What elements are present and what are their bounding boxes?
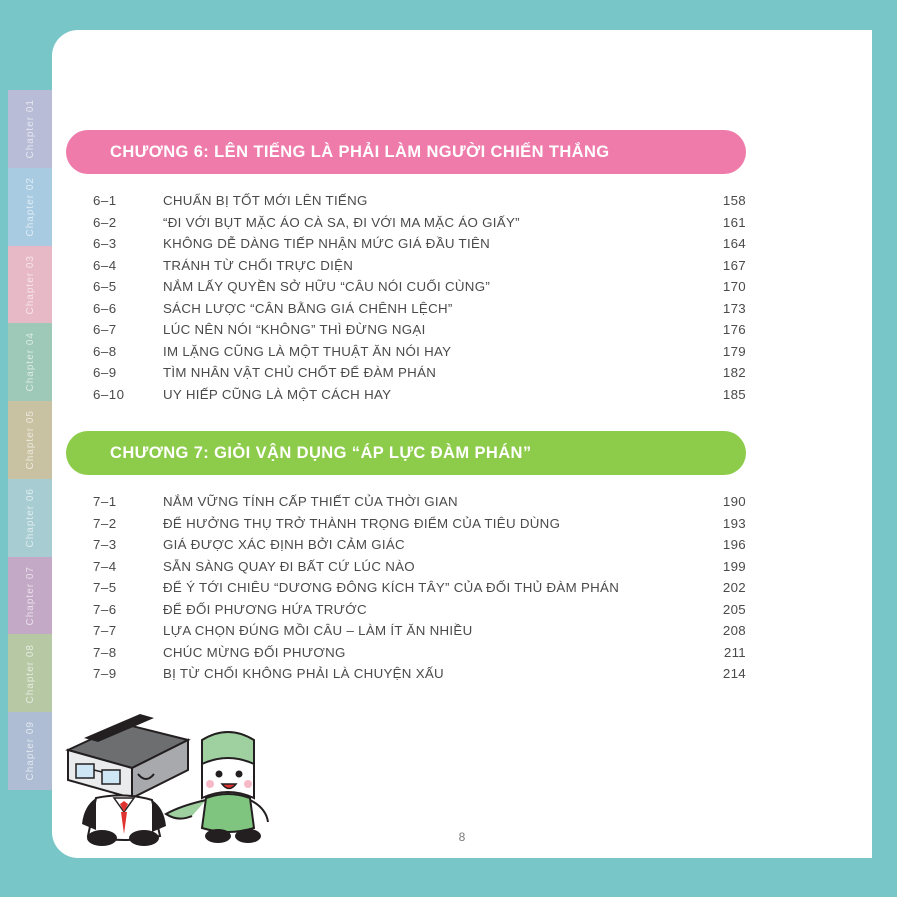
entry-title: KHÔNG DỄ DÀNG TIẾP NHẬN MỨC GIÁ ĐẦU TIÊN — [163, 236, 491, 251]
list-item[interactable] — [93, 276, 746, 298]
list-item[interactable] — [93, 233, 746, 255]
entry-title: NẮM LẤY QUYỀN SỞ HỮU “CÂU NÓI CUỐI CÙNG” — [163, 279, 491, 294]
list-item[interactable] — [93, 642, 746, 664]
entry-title: “ĐI VỚI BỤT MẶC ÁO CÀ SA, ĐI VỚI MA MẶC ÁO GIẤY” — [163, 214, 520, 230]
list-item[interactable] — [93, 513, 746, 535]
sidebar-item-chapter-06[interactable] — [8, 479, 52, 557]
chapter-7-entries — [66, 491, 746, 685]
entry-title: ĐỂ Ý TỚI CHIÊU “DƯƠNG ĐÔNG KÍCH TÂY” CỦA ĐỐI THỦ ĐÀM PHÁN — [163, 580, 620, 595]
sidebar-item-chapter-02[interactable] — [8, 168, 52, 246]
entry-page: 193 — [722, 515, 746, 531]
entry-number: 7–3 — [93, 537, 117, 552]
sidebar-item-chapter-05[interactable] — [8, 401, 52, 479]
chapter-6-title: CHƯƠNG 6: LÊN TIẾNG LÀ PHẢI LÀM NGƯỜI CHIẾN THẮNG — [110, 142, 610, 161]
entry-number: 7–8 — [93, 644, 117, 660]
chapter-tab-label: Chapter 05 — [24, 410, 36, 470]
section-divider — [66, 405, 746, 431]
entry-number: 7–6 — [93, 601, 117, 617]
chapter-tab-label: Chapter 09 — [24, 721, 36, 781]
chapter-tab-label: Chapter 02 — [24, 176, 36, 237]
entry-number: 6–5 — [93, 279, 117, 294]
sidebar-item-chapter-01[interactable] — [8, 90, 52, 168]
page-number: 8 — [458, 830, 466, 844]
chapter-tab-label: Chapter 03 — [24, 254, 36, 315]
entry-title: NẮM VỮNG TÍNH CẤP THIẾT CỦA THỜI GIAN — [163, 494, 458, 509]
entry-number: 7–1 — [93, 494, 117, 509]
list-item[interactable] — [93, 212, 746, 234]
list-item[interactable] — [93, 599, 746, 621]
entry-title: TÌM NHÂN VẬT CHỦ CHỐT ĐỂ ĐÀM PHÁN — [163, 365, 437, 380]
entry-number: 7–5 — [93, 580, 117, 595]
entry-page: 205 — [722, 601, 746, 617]
entry-title: GIÁ ĐƯỢC XÁC ĐỊNH BỞI CẢM GIÁC — [163, 537, 405, 552]
entry-page: 196 — [722, 537, 746, 552]
entry-number: 6–7 — [93, 322, 117, 337]
entry-title: ĐỂ HƯỞNG THỤ TRỞ THÀNH TRỌNG ĐIỂM CỦA TIÊU DÙNG — [163, 515, 561, 531]
entry-page: 211 — [723, 644, 746, 660]
list-item[interactable] — [93, 577, 746, 599]
chapter-tab-label: Chapter 06 — [24, 488, 36, 548]
entry-number: 6–2 — [93, 214, 117, 230]
sidebar-item-chapter-09[interactable] — [8, 712, 52, 790]
sidebar-item-chapter-08[interactable] — [8, 634, 52, 712]
table-of-contents — [66, 130, 746, 685]
entry-number: 6–6 — [93, 300, 117, 316]
entry-number: 6–8 — [93, 343, 117, 359]
list-item[interactable] — [93, 319, 746, 341]
list-item[interactable] — [93, 620, 746, 642]
chapter-tab-label: Chapter 08 — [24, 643, 36, 704]
list-item[interactable] — [93, 298, 746, 320]
list-item[interactable] — [93, 556, 746, 578]
list-item[interactable] — [93, 491, 746, 513]
entry-page: 173 — [722, 300, 746, 316]
entry-page: 182 — [722, 365, 746, 380]
entry-number: 7–2 — [93, 515, 117, 531]
chapter-6-banner — [66, 130, 746, 174]
entry-page: 170 — [722, 279, 746, 294]
entry-title: LÚC NÊN NÓI “KHÔNG” THÌ ĐỪNG NGẠI — [163, 322, 426, 337]
entry-title: SẴN SÀNG QUAY ĐI BẤT CỨ LÚC NÀO — [163, 558, 415, 574]
entry-title: ĐỂ ĐỐI PHƯƠNG HỨA TRƯỚC — [163, 601, 367, 617]
entry-page: 214 — [722, 666, 746, 681]
mascot-illustration — [62, 712, 322, 847]
entry-page: 208 — [722, 623, 746, 638]
list-item[interactable] — [93, 341, 746, 363]
entry-title: BỊ TỪ CHỐI KHÔNG PHẢI LÀ CHUYỆN XẤU — [163, 666, 444, 681]
entry-page: 179 — [722, 343, 746, 359]
entry-page: 176 — [722, 322, 746, 337]
entry-page: 161 — [722, 214, 746, 230]
list-item[interactable] — [93, 534, 746, 556]
chapter-tab-label: Chapter 07 — [24, 565, 36, 626]
entry-number: 6–10 — [93, 386, 125, 402]
chapter-tab-label: Chapter 04 — [24, 332, 36, 392]
entry-number: 6–9 — [93, 365, 117, 380]
entry-number: 7–9 — [93, 666, 117, 681]
mascot-box-character — [68, 714, 188, 846]
entry-page: 167 — [722, 257, 746, 273]
entry-title: IM LẶNG CŨNG LÀ MỘT THUẬT ĂN NÓI HAY — [163, 343, 452, 359]
entry-title: TRÁNH TỪ CHỐI TRỰC DIỆN — [163, 257, 354, 273]
entry-number: 7–4 — [93, 558, 117, 574]
entry-number: 6–4 — [93, 257, 117, 273]
list-item[interactable] — [93, 362, 746, 384]
chapter-tab-strip — [8, 90, 52, 790]
sidebar-item-chapter-04[interactable] — [8, 323, 52, 401]
entry-page: 190 — [722, 494, 746, 509]
entry-title: CHUẨN BỊ TỐT MỚI LÊN TIẾNG — [163, 193, 368, 208]
list-item[interactable] — [93, 384, 746, 406]
entry-title: SÁCH LƯỢC “CÂN BẰNG GIÁ CHÊNH LỆCH” — [163, 300, 453, 316]
entry-number: 6–1 — [93, 193, 117, 208]
entry-page: 185 — [722, 386, 746, 402]
entry-title: LỰA CHỌN ĐÚNG MỒI CÂU – LÀM ÍT ĂN NHIỀU — [163, 623, 473, 638]
chapter-tab-label: Chapter 01 — [24, 99, 36, 159]
chapter-7-banner — [66, 431, 746, 475]
list-item[interactable] — [93, 190, 746, 212]
entry-page: 199 — [722, 558, 746, 574]
entry-page: 202 — [722, 580, 746, 595]
sidebar-item-chapter-07[interactable] — [8, 557, 52, 635]
list-item[interactable] — [93, 663, 746, 685]
entry-number: 6–3 — [93, 236, 117, 251]
entry-number: 7–7 — [93, 623, 117, 638]
chapter-7-title: CHƯƠNG 7: GIỎI VẬN DỤNG “ÁP LỰC ĐÀM PHÁN” — [110, 443, 532, 462]
chapter-6-entries — [66, 190, 746, 405]
sidebar-item-chapter-03[interactable] — [8, 246, 52, 324]
entry-page: 164 — [722, 236, 746, 251]
entry-page: 158 — [722, 193, 746, 208]
entry-title: UY HIẾP CŨNG LÀ MỘT CÁCH HAY — [163, 386, 392, 402]
list-item[interactable] — [93, 255, 746, 277]
entry-title: CHÚC MỪNG ĐỐI PHƯƠNG — [163, 644, 346, 660]
